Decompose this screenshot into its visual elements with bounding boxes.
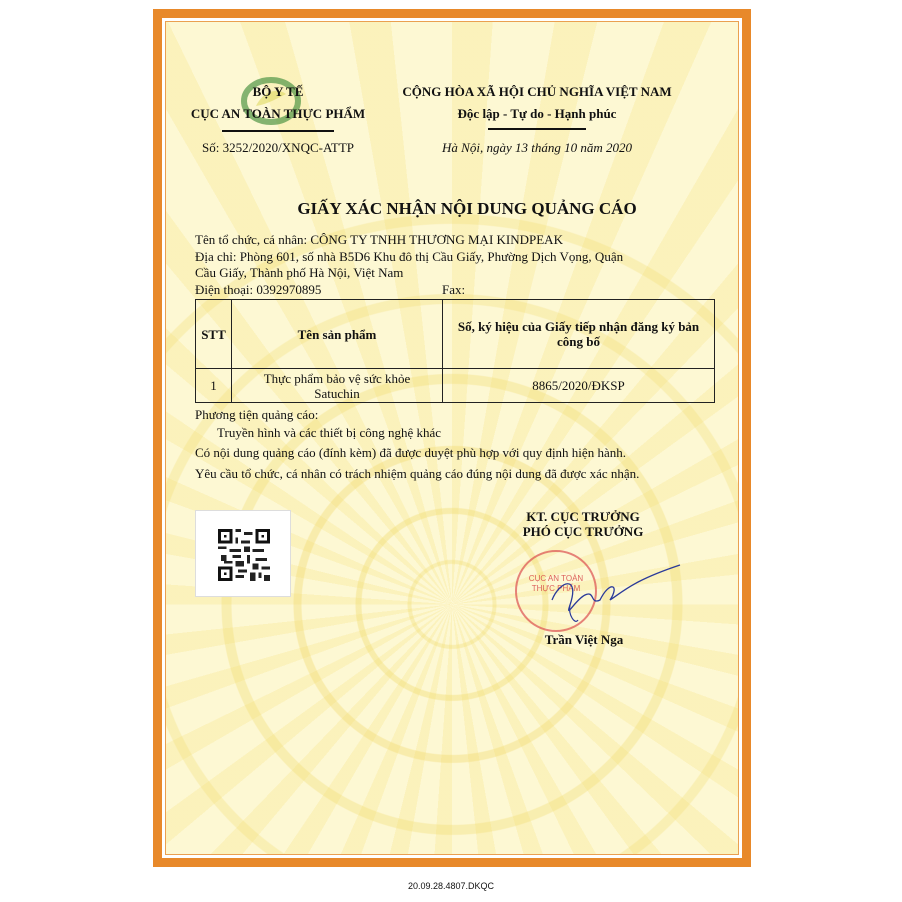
table-row xyxy=(196,369,715,403)
official-stamp: CỤC AN TOÀN THỰC PHẨM xyxy=(515,550,597,632)
header-product-name: Tên sản phẩm xyxy=(232,300,443,369)
divider xyxy=(488,128,586,130)
media-value: Truyền hình và các thiết bị công nghệ khác xyxy=(217,425,442,440)
product-table xyxy=(195,299,715,403)
signature-title: KT. CỤC TRƯỞNG xyxy=(526,509,640,524)
header-registration-number: Số, ký hiệu của Giấy tiếp nhận đăng ký bản công bố xyxy=(443,300,715,369)
qr-code xyxy=(195,510,291,597)
applicant-address-cont: Cầu Giấy, Thành phố Hà Nội, Việt Nam xyxy=(195,265,404,280)
agency-name: CỤC AN TOÀN THỰC PHẨM xyxy=(190,106,366,121)
motto: Độc lập - Tự do - Hạnh phúc xyxy=(457,106,617,121)
document-title: GIẤY XÁC NHẬN NỘI DUNG QUẢNG CÁO xyxy=(297,199,637,218)
cell-product-name: Thực phẩm bảo vệ sức khỏe Satuchin xyxy=(232,369,443,403)
handwritten-signature xyxy=(540,560,700,630)
applicant-address: Địa chỉ: Phòng 601, số nhà B5D6 Khu đô thị Cầu Giấy, Phường Dịch Vọng, Quận xyxy=(195,249,624,264)
applicant-name: Tên tổ chức, cá nhân: CÔNG TY TNHH THƯƠNG MẠI KINDPEAK xyxy=(195,232,563,247)
approval-statement: Có nội dung quảng cáo (đính kèm) đã được duyệt phù hợp với quy định hiện hành. xyxy=(195,445,626,460)
signer-name: Trần Việt Nga xyxy=(544,632,624,647)
qr-code-icon xyxy=(217,529,271,581)
country-name: CỘNG HÒA XÃ HỘI CHỦ NGHĨA VIỆT NAM xyxy=(402,84,672,99)
table-header-row xyxy=(196,300,715,369)
cell-registration-number: 8865/2020/ĐKSP xyxy=(443,369,715,403)
applicant-fax: Fax: xyxy=(442,282,466,297)
header-stt: STT xyxy=(196,300,232,369)
signature-subtitle: PHÓ CỤC TRƯỞNG xyxy=(522,524,644,539)
ministry-name: BỘ Y TẾ xyxy=(252,84,304,99)
document-date: Hà Nội, ngày 13 tháng 10 năm 2020 xyxy=(442,140,632,155)
applicant-phone: Điện thoại: 0392970895 xyxy=(195,282,322,297)
cell-stt: 1 xyxy=(196,369,232,403)
divider xyxy=(222,130,334,132)
requirement-statement: Yêu cầu tổ chức, cá nhân có trách nhiệm quảng cáo đúng nội dung đã được xác nhận. xyxy=(195,466,640,481)
media-label: Phương tiện quảng cáo: xyxy=(195,407,319,422)
footer-code: 20.09.28.4807.DKQC xyxy=(407,881,495,891)
document-number: Số: 3252/2020/XNQC-ATTP xyxy=(201,140,355,155)
